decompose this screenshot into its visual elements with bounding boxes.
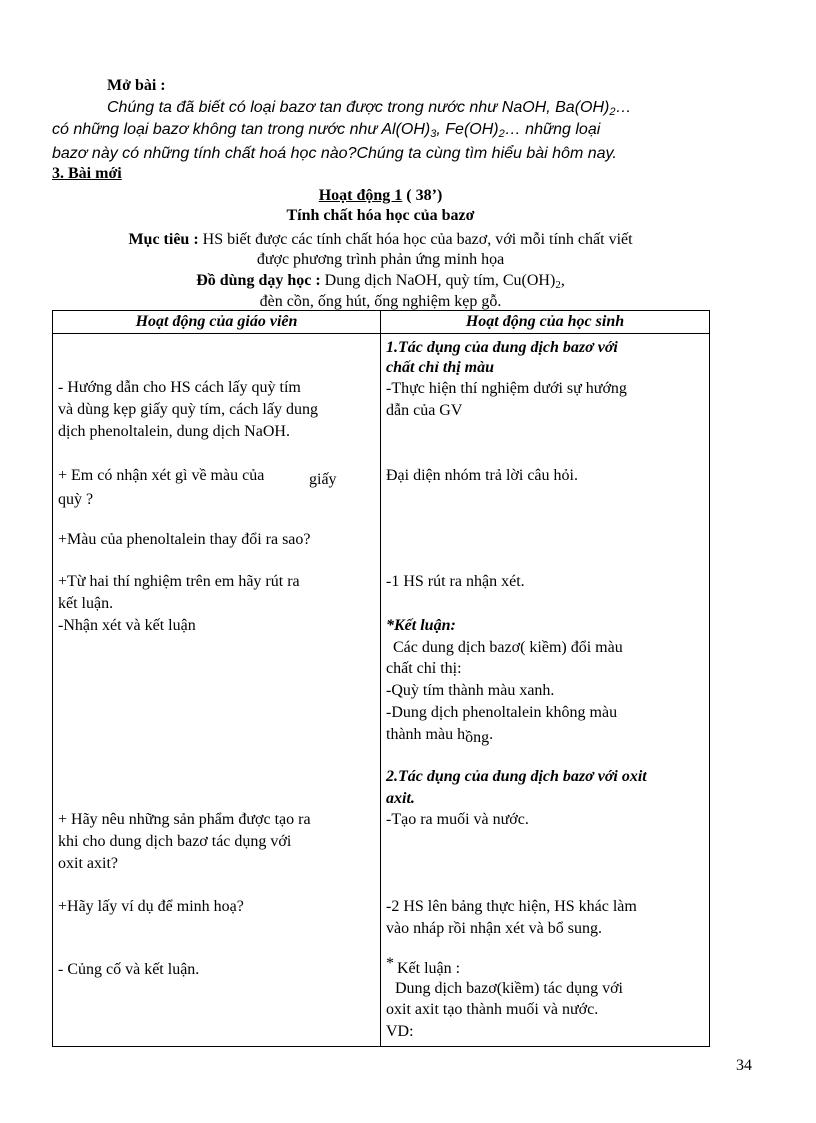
student-line: Kết luận : <box>397 960 461 977</box>
teacher-line: - Hướng dẫn cho HS cách lấy quỳ tím <box>58 379 301 396</box>
student-line: -Quỳ tím thành màu xanh. <box>386 682 555 699</box>
teacher-line: và dùng kẹp giấy quỳ tím, cách lấy dung <box>58 401 318 418</box>
student-heading: axit. <box>386 790 415 807</box>
student-line: * <box>386 955 394 972</box>
student-heading: 1.Tác dụng của dung dịch bazơ với <box>386 339 618 356</box>
student-line: Dung dịch bazơ(kiềm) tác dụng với <box>395 980 623 997</box>
teacher-line: giấy <box>309 471 337 488</box>
intro-heading: Mở bài : <box>107 77 166 94</box>
intro-line-1: Chúng ta đã biết có loại bazơ tan được trong nước như NaOH, $Ba(OH)_2\dots$ <box>107 99 632 118</box>
teacher-column <box>53 334 381 1047</box>
activity-objective: Mục tiêu : HS biết được các tính chất hóa học của bazơ, với mỗi tính chất viết <box>128 231 633 248</box>
page-number: 34 <box>736 1057 752 1074</box>
teacher-line: +Màu của phenoltalein thay đổi ra sao? <box>58 531 311 548</box>
student-line: Đại diện nhóm trả lời câu hỏi. <box>386 467 578 484</box>
student-line: -1 HS rút ra nhận xét. <box>386 573 525 590</box>
student-heading: *Kết luận: <box>386 617 456 634</box>
student-line: thành màu hồng. <box>386 726 494 746</box>
teacher-line: -Nhận xét và kết luận <box>58 617 196 634</box>
activity-materials-cont: đèn cồn, ống hút, ống nghiệm kẹp gỗ. <box>259 293 502 310</box>
student-column <box>381 334 710 1047</box>
student-line: chất chỉ thị: <box>386 660 462 677</box>
student-line: Các dung dịch bazơ( kiềm) đổi màu <box>393 639 623 656</box>
student-heading: 2.Tác dụng của dung dịch bazơ với oxit <box>386 768 647 785</box>
section-heading: 3. Bài mới <box>52 165 122 182</box>
teacher-line: - Củng cố và kết luận. <box>58 961 200 978</box>
intro-line-3: bazơ này có những tính chất hoá học nào?Chúng ta cùng tìm hiểu bài hôm nay. <box>52 145 617 162</box>
teacher-line: khi cho dung dịch bazơ tác dụng với <box>58 833 292 850</box>
student-line: VD: <box>386 1023 414 1040</box>
student-line: -Dung dịch phenoltalein không màu <box>386 704 618 721</box>
student-line: oxit axit tạo thành muối và nước. <box>386 1001 599 1018</box>
activity-table <box>52 310 710 1047</box>
student-line: dẫn của GV <box>386 402 463 419</box>
student-line: -2 HS lên bảng thực hiện, HS khác làm <box>386 898 637 915</box>
activity-subtitle: Tính chất hóa học của bazơ <box>286 207 475 224</box>
col-header-student: Hoạt động của học sinh <box>381 311 710 334</box>
activity-materials: Đồ dùng dạy học : Dung dịch NaOH, quỳ tím, $Cu(OH)_2$, <box>196 272 565 291</box>
teacher-line: +Hãy lấy ví dụ để minh hoạ? <box>58 898 244 915</box>
teacher-line: +Từ hai thí nghiệm trên em hãy rút ra <box>58 573 300 590</box>
student-line: -Thực hiện thí nghiệm dưới sự hướng <box>386 380 627 397</box>
student-heading: chất chỉ thị màu <box>386 359 495 376</box>
activity-objective-cont: được phương trình phản ứng minh họa <box>256 251 505 268</box>
teacher-line: quỳ ? <box>58 491 94 508</box>
student-line: -Tạo ra muối và nước. <box>386 811 529 828</box>
student-line: vào nháp rồi nhận xét và bổ sung. <box>386 920 602 937</box>
col-header-teacher: Hoạt động của giáo viên <box>53 311 381 334</box>
teacher-line: + Hãy nêu những sản phẩm được tạo ra <box>58 811 311 828</box>
teacher-line: dịch phenoltalein, dung dịch NaOH. <box>58 423 290 440</box>
teacher-line: kết luận. <box>58 595 114 612</box>
intro-line-2: có những loại bazơ không tan trong nước như $Al(OH)_3$, $Fe(OH)_2\dots$ những loại <box>52 121 601 140</box>
teacher-line: + Em có nhận xét gì về màu của <box>58 467 265 484</box>
teacher-line: oxit axit? <box>58 855 118 872</box>
activity-title: Hoạt động 1 ( 38’) <box>318 187 443 204</box>
